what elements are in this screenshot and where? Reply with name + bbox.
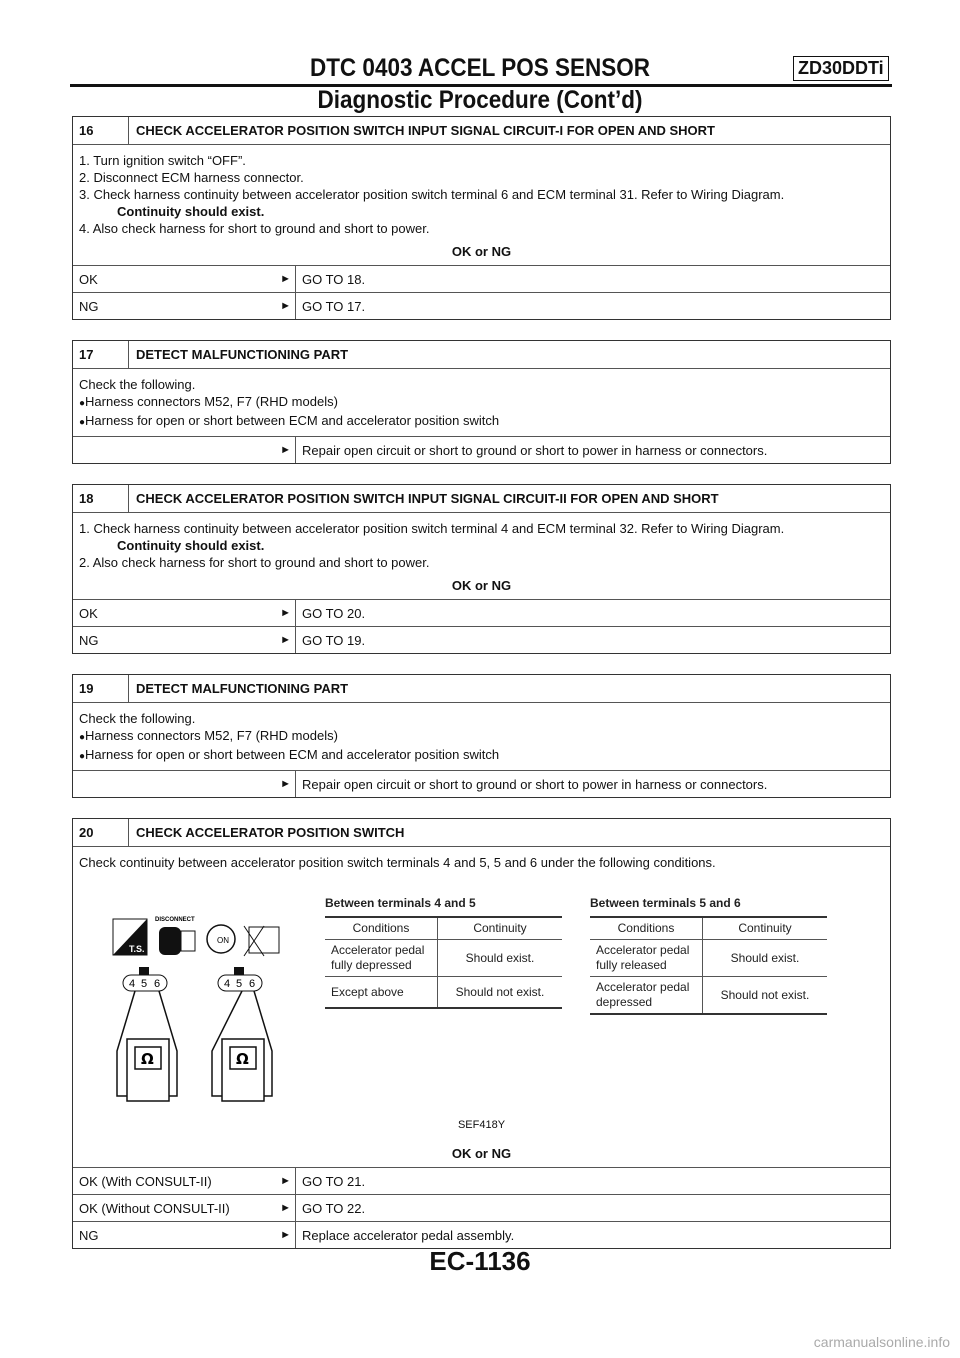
svg-text:DISCONNECT: DISCONNECT [155,917,195,923]
continuity-cell: Should exist. [438,940,563,977]
instruction-text: Check the following. [79,377,196,392]
continuity-table-4-5 [325,895,562,1009]
header-continuity: Continuity [438,917,563,940]
result-action: GO TO 22. [302,1200,366,1216]
result-condition [73,600,296,626]
step-title: CHECK ACCELERATOR POSITION SWITCH [136,825,405,840]
svg-text:5: 5 [236,978,243,990]
continuity-cell: Should exist. [703,940,828,977]
svg-text:6: 6 [249,978,256,990]
ignition-on-icon [207,925,235,953]
step-header [73,819,890,847]
result-condition [73,771,296,797]
result-row [73,436,890,463]
instruction-text: Harness for open or short between ECM and accelerator position switch [85,747,500,762]
result-action: Repair open circuit or short to ground or short to power in harness or connectors. [302,776,768,792]
svg-text:Ω: Ω [236,1050,249,1068]
result-condition [73,1168,296,1194]
result-label: NG [79,298,99,314]
step-number: 18 [73,485,129,512]
step-body [73,847,890,1167]
result-row [73,626,890,653]
multimeter-right [212,967,272,1101]
result-action: GO TO 18. [302,271,366,287]
arrow-right-icon: ► [280,300,291,312]
result-row [73,292,890,319]
result-label: OK (Without CONSULT-II) [79,1200,230,1216]
instruction-line [79,169,884,186]
page-number: EC-1136 [429,1246,531,1276]
result-condition [73,437,296,463]
disconnect-icon [155,917,195,955]
instruction-text: Harness connectors M52, F7 (RHD models) [85,728,338,743]
instruction-text: Check the following. [79,711,196,726]
step-number: 20 [73,819,129,846]
instruction-line [79,186,884,203]
continuity-cell: Should not exist. [703,977,828,1015]
step-17 [72,340,891,464]
instruction-text: 2. Disconnect ECM harness connector. [79,170,304,185]
step-header [73,485,890,513]
result-action: GO TO 21. [302,1173,366,1189]
instruction-line [79,710,884,727]
continuity-table-5-6 [590,895,827,1015]
arrow-right-icon: ► [280,444,291,456]
arrow-right-icon: ► [280,778,291,790]
step-18 [72,484,891,654]
svg-text:ON: ON [217,936,229,945]
step-title: DETECT MALFUNCTIONING PART [136,681,349,696]
result-action: GO TO 19. [302,632,366,648]
svg-text:5: 5 [141,978,148,990]
page-title: DTC 0403 ACCEL POS SENSOR [309,54,651,82]
svg-text:Ω: Ω [141,1050,154,1068]
watermark: carmanualsonline.info [813,1334,950,1350]
step-title: CHECK ACCELERATOR POSITION SWITCH INPUT SIGNAL CIRCUIT-II FOR OPEN AND SHORT [136,491,719,506]
result-label: NG [79,632,99,648]
step-header [73,675,890,703]
result-label: NG [79,1227,99,1243]
result-action: GO TO 20. [302,605,366,621]
result-row [73,265,890,292]
instruction-text: Continuity should exist. [117,538,265,553]
step-header [73,341,890,369]
instruction-line [79,554,884,571]
instruction-line [79,152,884,169]
instruction-line [79,520,884,537]
figure-code: SEF418Y [457,1119,506,1131]
step-title: DETECT MALFUNCTIONING PART [136,347,349,362]
multimeter-left [117,967,177,1101]
result-label: OK (With CONSULT-II) [79,1173,212,1189]
step-body [73,369,890,436]
step-number: 19 [73,675,129,702]
arrow-right-icon: ► [280,1229,291,1241]
header-continuity: Continuity [703,917,828,940]
result-condition [73,627,296,653]
step-title: CHECK ACCELERATOR POSITION SWITCH INPUT SIGNAL CIRCUIT-I FOR OPEN AND SHORT [136,123,715,138]
engine-off-icon [244,926,279,956]
step-number: 16 [73,117,129,144]
multimeter-diagram [99,881,359,1121]
result-row [73,1221,890,1248]
condition-cell: Except above [325,977,438,1009]
instruction-line [79,220,884,237]
bullet-icon: ● [79,732,86,743]
instruction-text: 1. Turn ignition switch “OFF”. [79,153,246,168]
step-body [73,513,890,599]
instruction-line [79,412,884,431]
instruction-line [79,376,884,393]
table-caption: Between terminals 5 and 6 [590,896,741,910]
step-header [73,117,890,145]
procedure-steps [72,116,891,1269]
result-condition [73,293,296,319]
table-caption: Between terminals 4 and 5 [325,896,476,910]
condition-cell: Accelerator pedal fully released [590,940,703,977]
step-number: 17 [73,341,129,368]
svg-text:4: 4 [224,978,231,990]
instruction-line [79,393,884,412]
arrow-right-icon: ► [280,634,291,646]
engine-badge: ZD30DDTi [793,56,889,81]
continuity-figure [79,871,884,1139]
instruction-text: 3. Check harness continuity between accelerator position switch terminal 6 and ECM terminal 31. Refer to Wiring Diagram. [79,187,785,202]
step-body [73,145,890,265]
instruction-line [79,203,884,220]
instruction-line [79,537,884,554]
page-subtitle: Diagnostic Procedure (Cont’d) [317,86,643,114]
condition-cell: Accelerator pedal fully depressed [325,940,438,977]
header-conditions: Conditions [325,917,438,940]
condition-cell: Accelerator pedal depressed [590,977,703,1015]
result-action: GO TO 17. [302,298,366,314]
bullet-icon: ● [79,751,86,762]
continuity-cell: Should not exist. [438,977,563,1009]
ok-or-ng-label: OK or NG [451,244,512,259]
arrow-right-icon: ► [280,273,291,285]
header-conditions: Conditions [590,917,703,940]
result-condition [73,1195,296,1221]
bullet-icon: ● [79,417,86,428]
instruction-text: Harness connectors M52, F7 (RHD models) [85,394,338,409]
arrow-right-icon: ► [280,1202,291,1214]
arrow-right-icon: ► [280,607,291,619]
instruction-line [79,746,884,765]
ok-or-ng-label: OK or NG [451,1146,512,1161]
step-16 [72,116,891,320]
ts-icon [113,919,147,955]
instruction-line [79,854,884,871]
result-condition [73,1222,296,1248]
instruction-line [79,727,884,746]
arrow-right-icon: ► [280,1175,291,1187]
step-19 [72,674,891,798]
bullet-icon: ● [79,398,86,409]
result-row [73,1167,890,1194]
result-row [73,599,890,626]
result-action: Repair open circuit or short to ground or short to power in harness or connectors. [302,442,768,458]
step-body [73,703,890,770]
result-label: OK [79,271,98,287]
instruction-text: Harness for open or short between ECM and accelerator position switch [85,413,500,428]
result-condition [73,266,296,292]
instruction-text: Continuity should exist. [117,204,265,219]
instruction-text: 2. Also check harness for short to ground and short to power. [79,555,430,570]
result-action: Replace accelerator pedal assembly. [302,1227,515,1243]
instruction-text: 4. Also check harness for short to ground and short to power. [79,221,430,236]
ok-or-ng-label: OK or NG [451,578,512,593]
result-label: OK [79,605,98,621]
step-20 [72,818,891,1249]
result-row [73,770,890,797]
instruction-text: Check continuity between accelerator position switch terminals 4 and 5, 5 and 6 under the following conditions. [79,855,716,870]
svg-text:6: 6 [154,978,161,990]
svg-text:T.S.: T.S. [129,944,145,954]
result-row [73,1194,890,1221]
svg-text:4: 4 [129,978,136,990]
instruction-text: 1. Check harness continuity between accelerator position switch terminal 4 and ECM terminal 32. Refer to Wiring Diagram. [79,521,785,536]
